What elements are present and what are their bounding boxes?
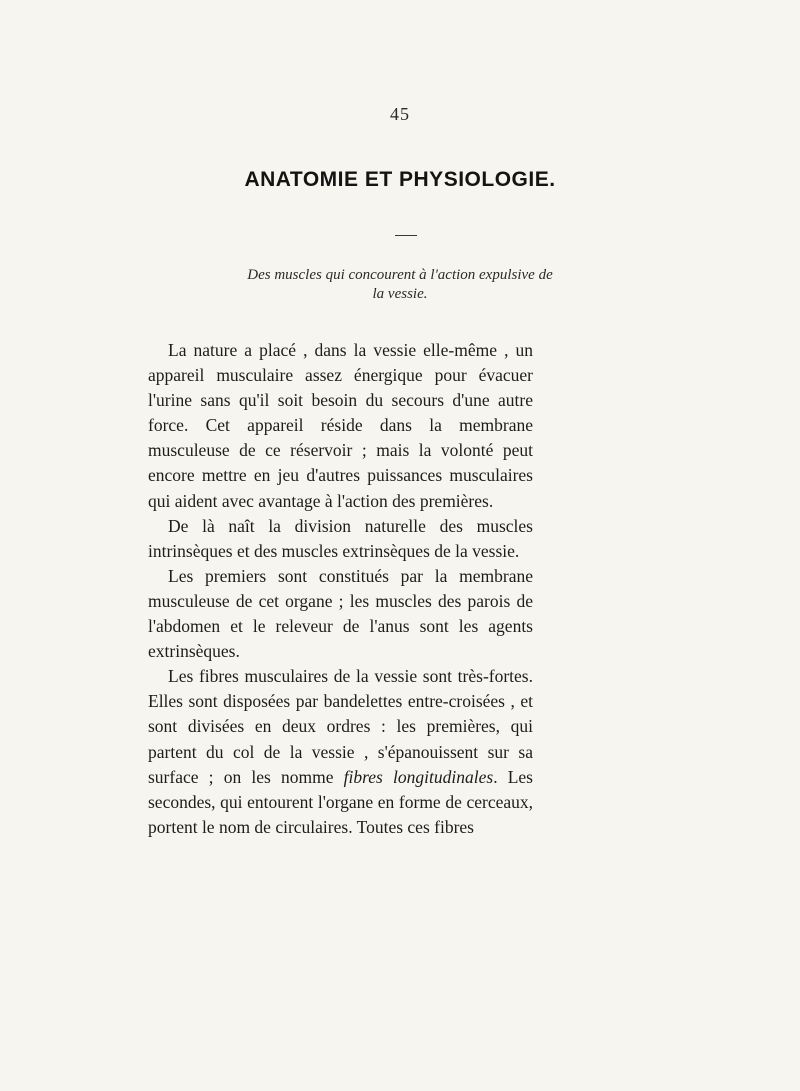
paragraph: Les premiers sont constitués par la membrane musculeuse de cet organe ; les muscles des parois de l'abdomen et le releveur de l'anus sont les agents extrinsèques. <box>148 565 533 662</box>
section-subtitle <box>0 266 800 304</box>
paragraph: De là naît la division naturelle des muscles intrinsèques et des muscles extrinsèques de la vessie. <box>148 515 533 561</box>
paragraph <box>148 664 533 840</box>
paragraph-text: Les fibres musculaires de la vessie sont très-fortes. Elles sont disposées par bandelettes entre-croisées , et sont divisées en deux ordres : les premières, qui partent du col de la vessie , s'épanouissent sur sa surface ; on les nomme <box>148 666 533 787</box>
page-heading: ANATOMIE ET PHYSIOLOGIE. <box>244 168 556 191</box>
paragraph-text: . Les secondes, qui entourent l'organe en forme de cerceaux, portent le nom de circulaires. Toutes ces fibres <box>148 766 533 837</box>
page-number: 45 <box>390 104 410 124</box>
subtitle-line-2: la vessie. <box>372 286 428 302</box>
body-text <box>148 338 533 840</box>
paragraph: La nature a placé , dans la vessie elle-même , un appareil musculaire assez énergique pour évacuer l'urine sans qu'il soit besoin du secours d'une autre force. Cet appareil réside dans la membrane musculeuse de ce réservoir ; mais la volonté peut encore mettre en jeu d'autres puissances musculaires qui aident avec avantage à l'action des premières. <box>148 340 533 511</box>
italic-term: fibres longitudinales <box>343 766 494 787</box>
subtitle-line-1: Des muscles qui concourent à l'action expulsive de <box>247 267 553 283</box>
section-divider <box>395 235 417 236</box>
